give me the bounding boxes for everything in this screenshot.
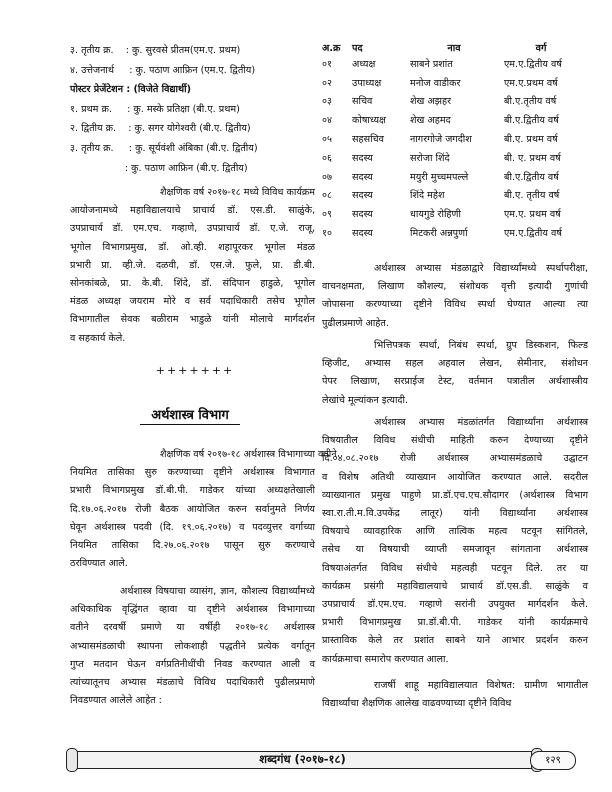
text-line: १. प्रथम क्र. : कु. मस्के प्रतिक्षा (बी.ए. प्रथम) — [70, 103, 240, 115]
text-line: विषयातील विविध संधीची माहिती करुन देण्याच्या दृष्टीने — [322, 435, 588, 447]
text-line: २. द्वितीय क्र. : कु. सगर योगेश्वरी (बी.ए. द्वितीय) — [70, 123, 251, 135]
cell-serial: ०९ — [322, 209, 332, 221]
text-line: प्रास्ताविक केले तर प्रशांत साबने याने आभार प्रदर्शन करुन — [322, 635, 588, 647]
text-line: विषयाचे व्यावहारिक आणि तात्विक महत्व पटवून सांगितले, — [322, 526, 588, 538]
text-line: व्हिजीट, अभ्यास सहल अहवाल लेखन, सेमीनार, संशोधन — [322, 358, 588, 370]
text-line: प्रभारी विभागप्रमुख प्रा.डॉ.बी.पी. गाडेकर यांनी कार्यक्रमाचे — [322, 617, 588, 629]
text-line: व सहकार्य केले. — [70, 332, 126, 344]
text-line: पोस्टर प्रेजेंटेशन : (विजेते विद्यार्थी) — [70, 84, 192, 96]
cell-class: बी.ए. तृतीय वर्ष — [504, 190, 560, 202]
cell-serial: १० — [322, 228, 332, 240]
section-heading-economics: अर्थशास्त्र विभाग — [151, 408, 229, 423]
text-line: घेवून अर्थशास्त्र पदवी (दि. १९.०६.२०१७) व पदव्युत्तर वर्गाच्या — [70, 521, 315, 533]
text-line: पेपर लिखाण, सरप्राईज टेस्ट, वर्तमान पत्रातील अर्थशास्त्रीय — [322, 376, 588, 388]
cell-name: शिंदे महेश — [410, 190, 445, 202]
text-line: ३. तृतीय क्र. : कु. सूर्यवंशी अंबिका (बी.ए. द्वितीय) — [70, 143, 258, 154]
col-header-class: वर्ग — [535, 42, 547, 54]
cell-serial: ०५ — [322, 134, 332, 146]
text-line: त्यांच्यातूनच अभ्यास मंडळाचे विविध पदाधिकारी पुढीलप्रमाणे — [70, 677, 315, 688]
cell-post: सदस्य — [352, 209, 373, 221]
office-bearers-table — [322, 40, 584, 242]
table-row — [322, 204, 584, 223]
text-line: आयोजनामध्ये महाविद्यालयाचे प्राचार्य डॉ. एस.डी. साळुंके, — [70, 205, 315, 217]
cell-post: सदस्य — [352, 152, 373, 164]
text-line: अधिकाधिक वृद्धिंगत व्हावा या दृष्टीने अर्थशास्त्र विभागाच्या — [70, 604, 315, 616]
text-line: विषयाअंतर्गत विविध संधीचे महत्वही पटवून दिले. तर या — [322, 562, 588, 574]
table-row — [322, 186, 584, 205]
cell-name: मनोज वाडीकर — [410, 77, 461, 89]
table-header-row — [322, 40, 584, 54]
text-line: वाचनक्षमता, लिखाण कौशल्य, संशोधक वृत्ती इत्यादी गुणांची — [322, 281, 588, 293]
text-line: कार्यक्रम प्रसंगी महाविद्यालयाचे प्राचार्य डॉ.एस.डी. साळुंके व — [322, 580, 588, 592]
text-line: कार्यक्रमाचा समारोप करण्यात आला. — [322, 653, 449, 665]
cell-post: कोषाध्यक्ष — [352, 115, 386, 127]
text-line: अर्थशास्त्र अभ्यास मंडळाद्वारे विद्यार्थ्यांमध्ये स्पर्धापरीक्षा, — [374, 263, 588, 274]
page-number: १२९ — [530, 751, 576, 770]
text-line: व्याख्यानात प्रमुख पाहुणे प्रा.डॉ.एच.एच.सौदागर (अर्थशास्त्र विभाग — [322, 489, 588, 501]
table-row — [322, 223, 584, 242]
cell-serial: ०१ — [322, 58, 332, 70]
cell-post: सहसचिव — [352, 134, 384, 146]
table-row — [322, 92, 584, 111]
col-header-post: पद — [352, 42, 363, 54]
text-line: विद्यार्थ्यांचा शैक्षणिक आलेख वाढवण्याच्या दृष्टीने विविध — [322, 698, 512, 710]
text-line: व विशेष अतिथी व्याख्यान आयोजित करण्यात आले. सदरील — [322, 471, 588, 483]
cell-serial: ०३ — [322, 96, 332, 108]
cell-class: एम.ए.प्रथम वर्ष — [504, 77, 558, 89]
text-line: दि.०४.०८.२०१७ रोजी अर्थशास्त्र अभ्यासमंडळाचे उद्घाटन — [322, 453, 588, 465]
heading-underline — [140, 424, 240, 425]
cell-serial: ०७ — [322, 171, 332, 183]
text-line: भित्तिपत्रक स्पर्धा, निबंध स्पर्धा, ग्रुप डिस्कशन, फिल्ड — [374, 340, 588, 351]
text-line: लेखांचे मूल्यांकन इत्यादी. — [322, 394, 409, 406]
cell-name: शेख अझहर — [410, 96, 452, 108]
cell-serial: ०२ — [322, 77, 332, 89]
cell-name: धायगुडे रोहिणी — [410, 209, 461, 221]
text-line: स्वा.रा.ती.म.वि.उपकेंद्र लातूर) यांनी विद्यार्थ्यांना अर्थशास्त्र — [322, 508, 588, 519]
cell-class: बी.ए. प्रथम वर्ष — [504, 134, 558, 146]
text-line: जोपासना करण्याच्या दृष्टीने विविध स्पर्धा घेण्यात आल्या त्या — [322, 299, 588, 311]
cell-serial: ०४ — [322, 115, 332, 127]
col-header-name: नाव — [447, 42, 461, 54]
text-line: ३. तृतीय क्र. : कु. सुरवसे प्रीतम(एम.ए. प्रथम) — [70, 45, 241, 56]
text-line: नियमित तासिका दि.२७.०६.२०१७ पासून सुरु करण्याचे — [70, 540, 315, 551]
text-line: सोनकांबळे, प्रा. के.बी. शिंदे, डॉ. संदिपान हाडुळे, भूगोल — [70, 278, 315, 289]
cell-class: एम.ए. प्रथम वर्ष — [504, 209, 561, 221]
text-line: उपप्राचार्य डॉ.एम.एच. गव्हाणे सरांनी उपयुक्त मार्गदर्शन केले. — [322, 599, 588, 610]
section-separator-stars: +++++++ — [155, 364, 235, 377]
text-line: ठरविण्यात आले. — [70, 558, 128, 570]
cell-post: सदस्य — [352, 171, 373, 183]
cell-name: साबने प्रशांत — [410, 58, 453, 70]
text-line: अर्थशास्त्र विषयाचा व्यासंग, ज्ञान, कौशल्य विद्यार्थ्यांमध्ये — [120, 586, 315, 597]
text-line: वतीने दरवर्षी प्रमाणे या वर्षीही २०१७-१८ अर्थशास्त्र — [70, 622, 315, 634]
text-line: प्रभारी प्रा. व्ही.जे. दळवी, डॉ. एस.जे. फुले, प्रा. डी.बी. — [70, 259, 315, 271]
cell-post: अध्यक्ष — [352, 58, 376, 70]
cell-name: शेख अहमद — [410, 115, 451, 127]
cell-class: बी.ए.द्वितीय वर्ष — [504, 171, 559, 183]
col-header-serial: अ.क्र — [322, 42, 341, 54]
text-line: राजर्षी शाहू महाविद्यालयात विशेषत: ग्रामीण भागातील — [374, 680, 588, 691]
text-line: प्रभारी विभागप्रमुख डॉ.बी.पी. गाडेकर यांच्या अध्यक्षतेखाली — [70, 485, 315, 497]
footer-banner — [70, 748, 580, 770]
text-line: निवडण्यात आलेले आहेत : — [70, 695, 162, 707]
cell-post: सदस्य — [352, 228, 373, 240]
cell-post: सचिव — [352, 96, 373, 108]
text-line: ४. उत्तेजनार्थ : कु. पठाण आफ्रिन (एम.ए. द्वितीय) — [70, 64, 256, 76]
cell-class: एम.ए.द्वितीय वर्ष — [504, 228, 562, 240]
cell-class: एम.ए.द्वितीय वर्ष — [504, 58, 562, 70]
text-line: मंडळ अध्यक्ष जयराम मोरे व सर्व पदाधिकारी तसेच भूगोल — [70, 296, 315, 308]
text-line: शैक्षणिक वर्ष २०१७-१८ अर्थशास्त्र विभागाच्या वतीने — [160, 449, 337, 460]
cell-name: मयुरी मुच्चमपल्ले — [410, 171, 469, 183]
text-line: नियमित तासिका सुरु करण्याच्या दृष्टीने अर्थशास्त्र विभागात — [70, 467, 315, 479]
text-line: तसेच या विषयाची व्याप्ती समजावून सांगताना अर्थशास्त्र — [322, 544, 588, 556]
text-line: गुप्त मतदान घेऊन वर्गप्रतिनीधींची निवड करण्यात आली व — [70, 658, 315, 670]
table-row — [322, 110, 584, 129]
text-line: : कु. पठाण आफ्रिन (बी.ए. द्वितीय) — [70, 162, 248, 174]
cell-class: बी.ए.द्वितीय वर्ष — [504, 115, 559, 127]
text-line: विभागातील सेवक बळीराम भाडुळे यांनी मोलाचे मार्गदर्शन — [70, 314, 315, 326]
cell-post: सदस्य — [352, 190, 373, 202]
cell-serial: ०६ — [322, 152, 332, 164]
cell-post: उपाध्यक्ष — [352, 77, 382, 89]
cell-name: सरोजा शिंदे — [410, 152, 450, 164]
table-row — [322, 148, 584, 167]
text-line: उपप्राचार्य डॉ. एम.एच. गव्हाणे, उपप्राचार्य डॉ. ए.जे. राजू, — [70, 223, 315, 235]
cell-serial: ०८ — [322, 190, 332, 202]
text-line: दि.१७.०६.२०१७ रोजी बैठक आयोजित करुन सर्वानुमते निर्णय — [70, 503, 315, 515]
text-line: शैक्षणिक वर्ष २०१७-१८ मध्ये विविध कार्यक्रम — [160, 187, 315, 198]
cell-name: नागरगोजे जगदीश — [410, 134, 472, 146]
text-line: अर्थशास्त्र अभ्यास मंडळांतर्गत विद्यार्थ्यांना अर्थशास्त्र — [374, 417, 588, 428]
magazine-title: शब्दगंध (२०१७-१८) — [259, 752, 346, 766]
text-line: भूगोल विभागप्रमुख, डॉ. ओ.व्ही. शहापूरकर भूगोल मंडळ — [70, 241, 315, 253]
table-row — [322, 54, 584, 73]
table-row — [322, 129, 584, 148]
table-row — [322, 73, 584, 92]
cell-class: बी.ए.तृतीय वर्ष — [504, 96, 557, 108]
cell-class: बी. ए. प्रथम वर्ष — [504, 152, 561, 164]
cell-name: मिटकरी अन्नपुर्णा — [410, 228, 468, 240]
text-line: अभ्यासमंडळाची स्थापना लोकशाही पद्धतीने प्रत्येक वर्गातून — [70, 640, 315, 652]
table-row — [322, 167, 584, 186]
text-line: पुढीलप्रमाणे आहेत. — [322, 317, 389, 329]
